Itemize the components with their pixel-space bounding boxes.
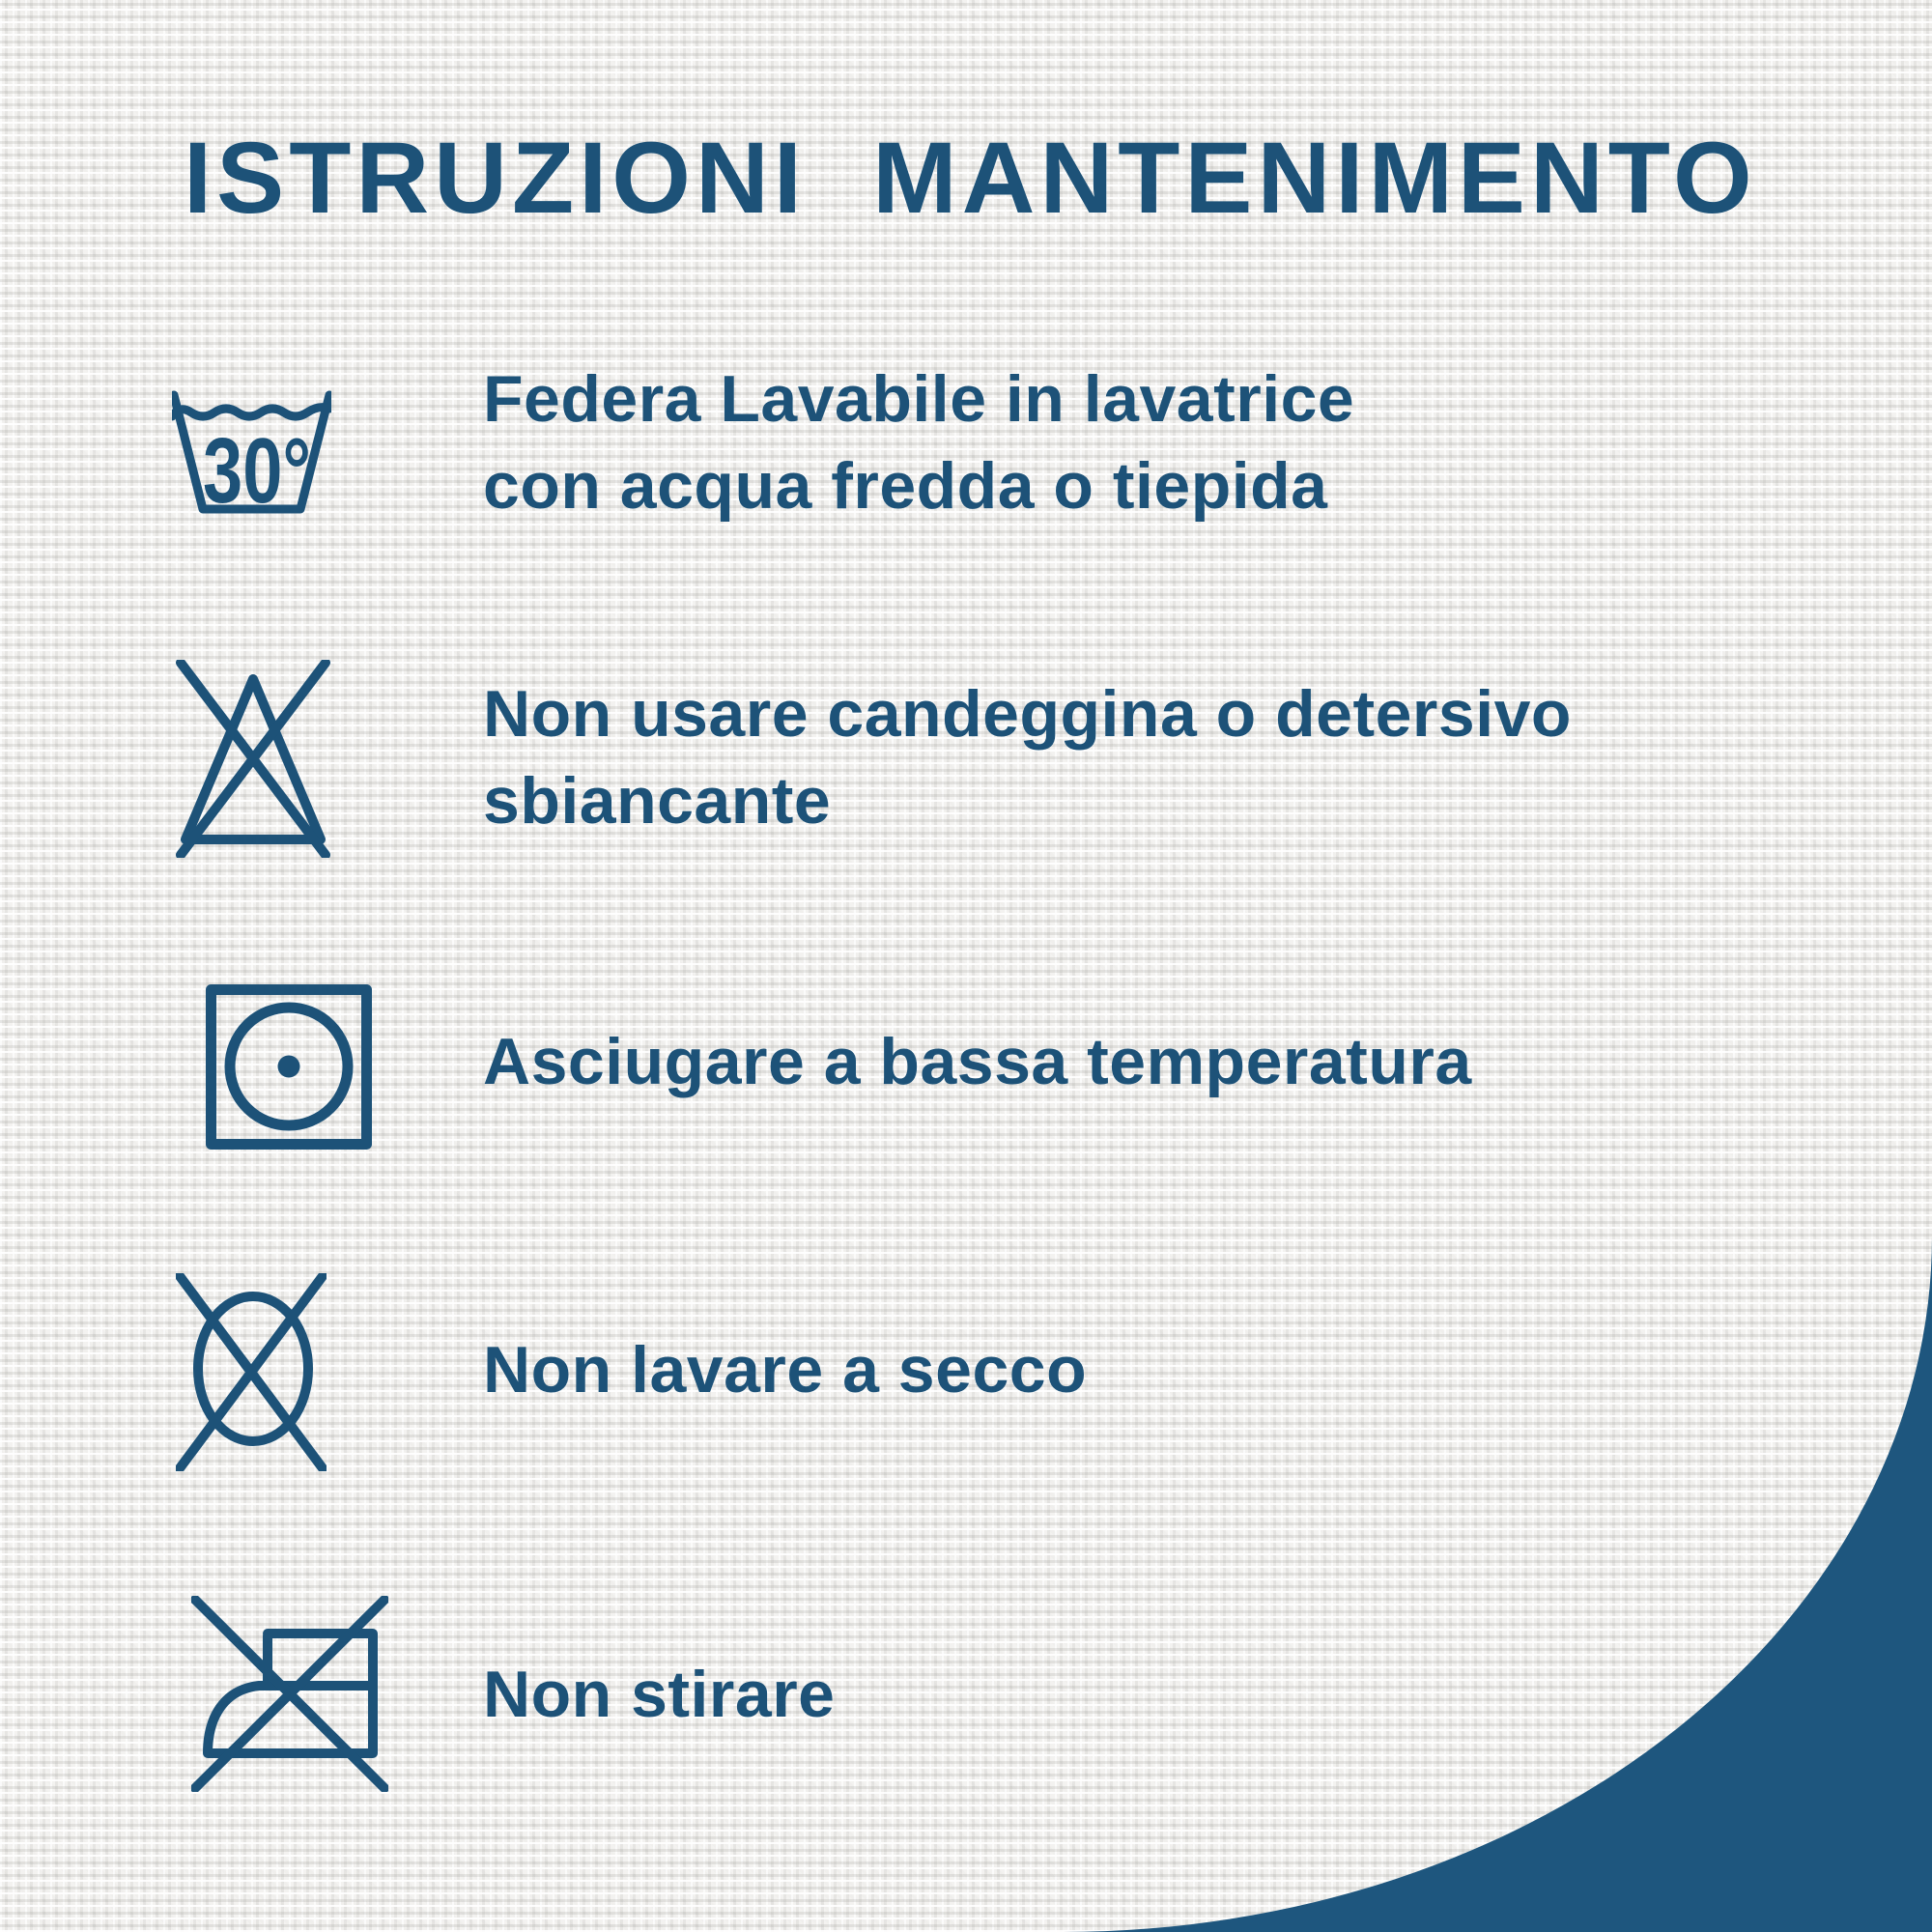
care-instruction-text: Federa Lavabile in lavatrice con acqua fredda o tiepida <box>483 362 1355 523</box>
care-instruction-text: Asciugare a bassa temperatura <box>483 1025 1472 1098</box>
care-instruction-text: Non usare candeggina o detersivo sbiancante <box>483 677 1572 838</box>
no-dry-clean-icon <box>176 1273 327 1471</box>
page-title: ISTRUZIONI MANTENIMENTO <box>184 122 1757 235</box>
care-instruction-text: Non stirare <box>483 1658 836 1731</box>
care-instruction-text: Non lavare a secco <box>483 1333 1088 1406</box>
wash-30-icon <box>172 389 331 515</box>
tumble-dry-low-heat-icon <box>206 984 372 1150</box>
wash-temperature-label: 30° <box>203 419 311 515</box>
no-iron-icon <box>191 1596 388 1792</box>
no-bleach-icon <box>176 660 330 858</box>
